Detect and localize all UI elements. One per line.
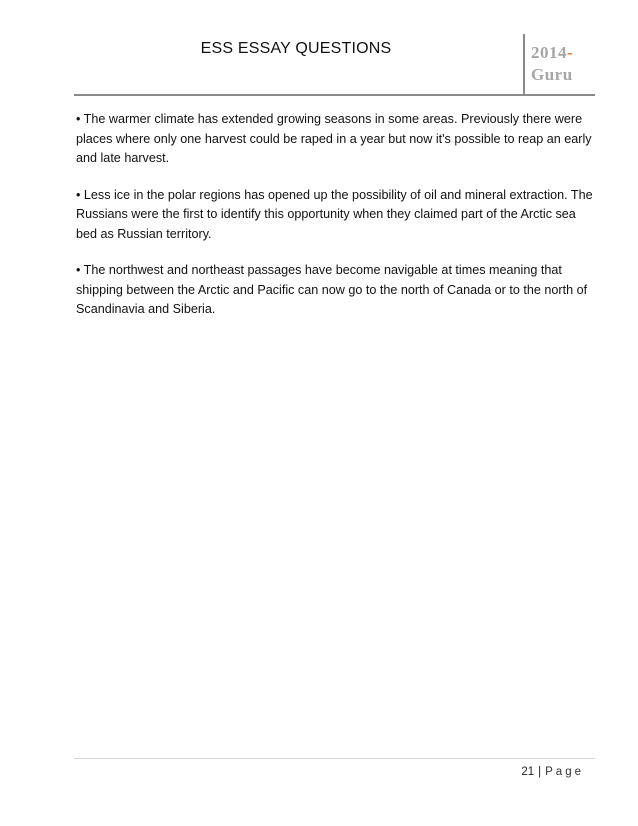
header-year-block <box>531 42 601 86</box>
document-body <box>76 110 596 337</box>
footer-rule <box>74 758 595 759</box>
bullet-paragraph: • The warmer climate has extended growing seasons in some areas. Previously there were places where only one harvest could be raped in a year but now it's possible to reap an early and late harvest. <box>76 112 592 165</box>
header-title: ESS ESSAY QUESTIONS <box>200 40 392 57</box>
bullet-paragraph: • Less ice in the polar regions has opened up the possibility of oil and mineral extraction. The Russians were the first to identify this opportunity when they claimed part of the Arctic sea bed as Russian territory. <box>76 187 593 241</box>
footer-separator: | <box>538 766 542 778</box>
page-label: Page <box>545 766 584 778</box>
page-number: 21 <box>521 766 535 778</box>
header-dash: - <box>567 43 574 62</box>
header-year: 2014 <box>531 43 567 62</box>
header-divider <box>523 34 525 94</box>
header-author: Guru <box>531 65 573 84</box>
page-footer <box>521 766 584 778</box>
header-rule <box>74 94 595 96</box>
bullet-paragraph: • The northwest and northeast passages have become navigable at times meaning that shipping between the Arctic and Pacific can now go to the north of Canada or to the north of Scandinavia and Siberia. <box>76 263 588 316</box>
page-header <box>76 34 596 94</box>
